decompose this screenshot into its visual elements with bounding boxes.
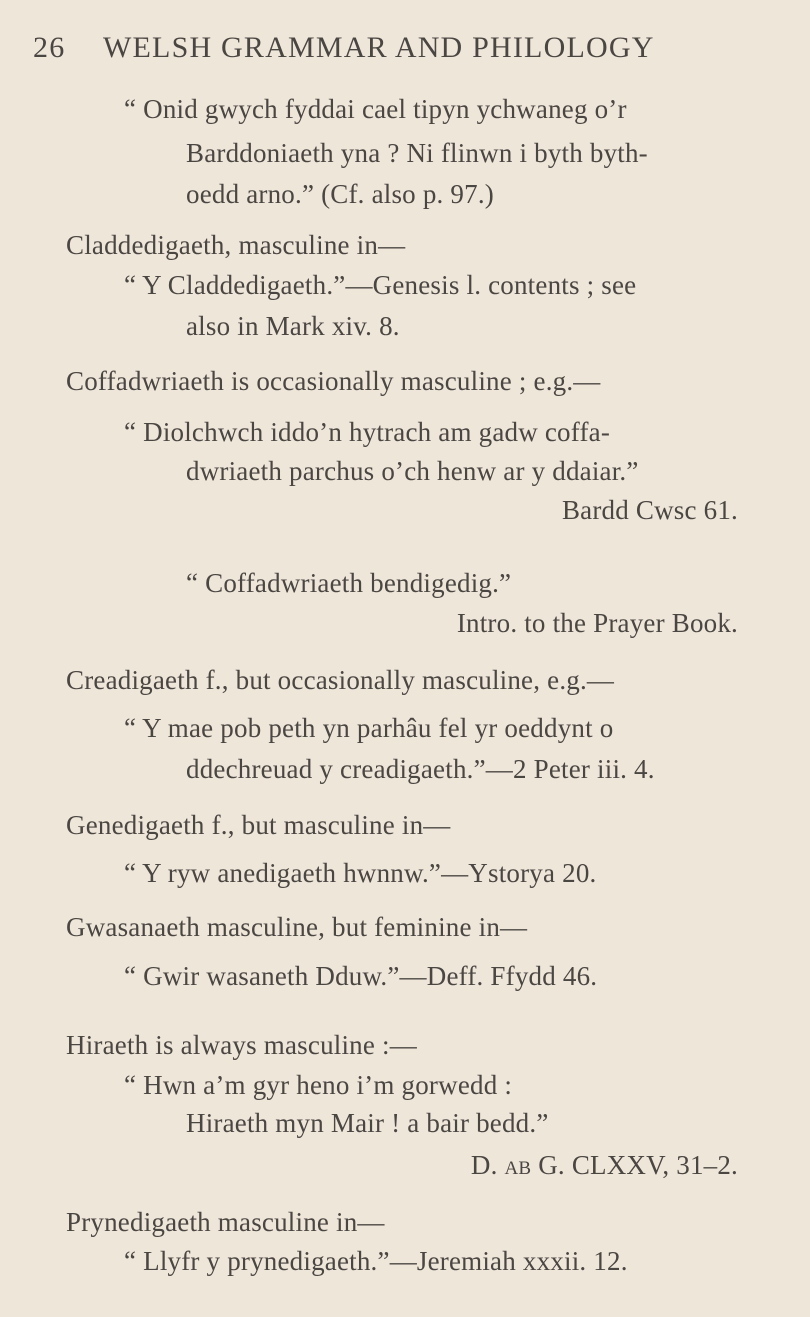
quote-line: “ Hwn a’m gyr heno i’m gorwedd : bbox=[124, 1070, 513, 1100]
citation: D. ab G. CLXXV, 31–2. bbox=[470, 1150, 738, 1180]
quote-line: Barddoniaeth yna ? Ni flinwn i byth byth- bbox=[186, 138, 648, 168]
quote-line: “ Y mae pob peth yn parhâu fel yr oeddynt o bbox=[124, 713, 614, 743]
citation: Intro. to the Prayer Book. bbox=[456, 608, 738, 638]
page-number: 26 bbox=[33, 31, 66, 64]
quote-line: ddechreuad y creadigaeth.”—2 Peter iii. 4. bbox=[186, 754, 655, 784]
quote-line: “ Llyfr y prynedigaeth.”—Jeremiah xxxii. 12. bbox=[124, 1246, 628, 1276]
quote-line: “ Diolchwch iddo’n hytrach am gadw coffa- bbox=[124, 417, 611, 447]
entry-heading: Creadigaeth f., but occasionally masculine, e.g.— bbox=[66, 665, 615, 695]
quote-line: “ Coffadwriaeth bendigedig.” bbox=[186, 568, 512, 598]
entry-heading: Coffadwriaeth is occasionally masculine ; e.g.— bbox=[66, 366, 601, 396]
quote-line: “ Y Claddedigaeth.”—Genesis l. contents ; see bbox=[124, 270, 637, 300]
entry-heading: Gwasanaeth masculine, but feminine in— bbox=[66, 912, 528, 942]
entry-heading: Genedigaeth f., but masculine in— bbox=[66, 810, 451, 840]
entry-heading: Prynedigaeth masculine in— bbox=[66, 1207, 385, 1237]
quote-line: Hiraeth myn Mair ! a bair bedd.” bbox=[186, 1108, 549, 1138]
quote-line: oedd arno.” (Cf. also p. 97.) bbox=[186, 179, 494, 209]
quote-line: dwriaeth parchus o’ch henw ar y ddaiar.” bbox=[186, 456, 639, 486]
page-title: WELSH GRAMMAR AND PHILOLOGY bbox=[103, 31, 655, 64]
quote-line: “ Gwir wasaneth Dduw.”—Deff. Ffydd 46. bbox=[124, 961, 598, 991]
entry-heading: Claddedigaeth, masculine in— bbox=[66, 230, 406, 260]
quote-line: “ Y ryw anedigaeth hwnnw.”—Ystorya 20. bbox=[124, 858, 597, 888]
quote-line: “ Onid gwych fyddai cael tipyn ychwaneg o’r bbox=[124, 94, 627, 124]
citation: Bardd Cwsc 61. bbox=[561, 495, 738, 525]
entry-heading: Hiraeth is always masculine :— bbox=[66, 1030, 417, 1060]
quote-line: also in Mark xiv. 8. bbox=[186, 311, 400, 341]
